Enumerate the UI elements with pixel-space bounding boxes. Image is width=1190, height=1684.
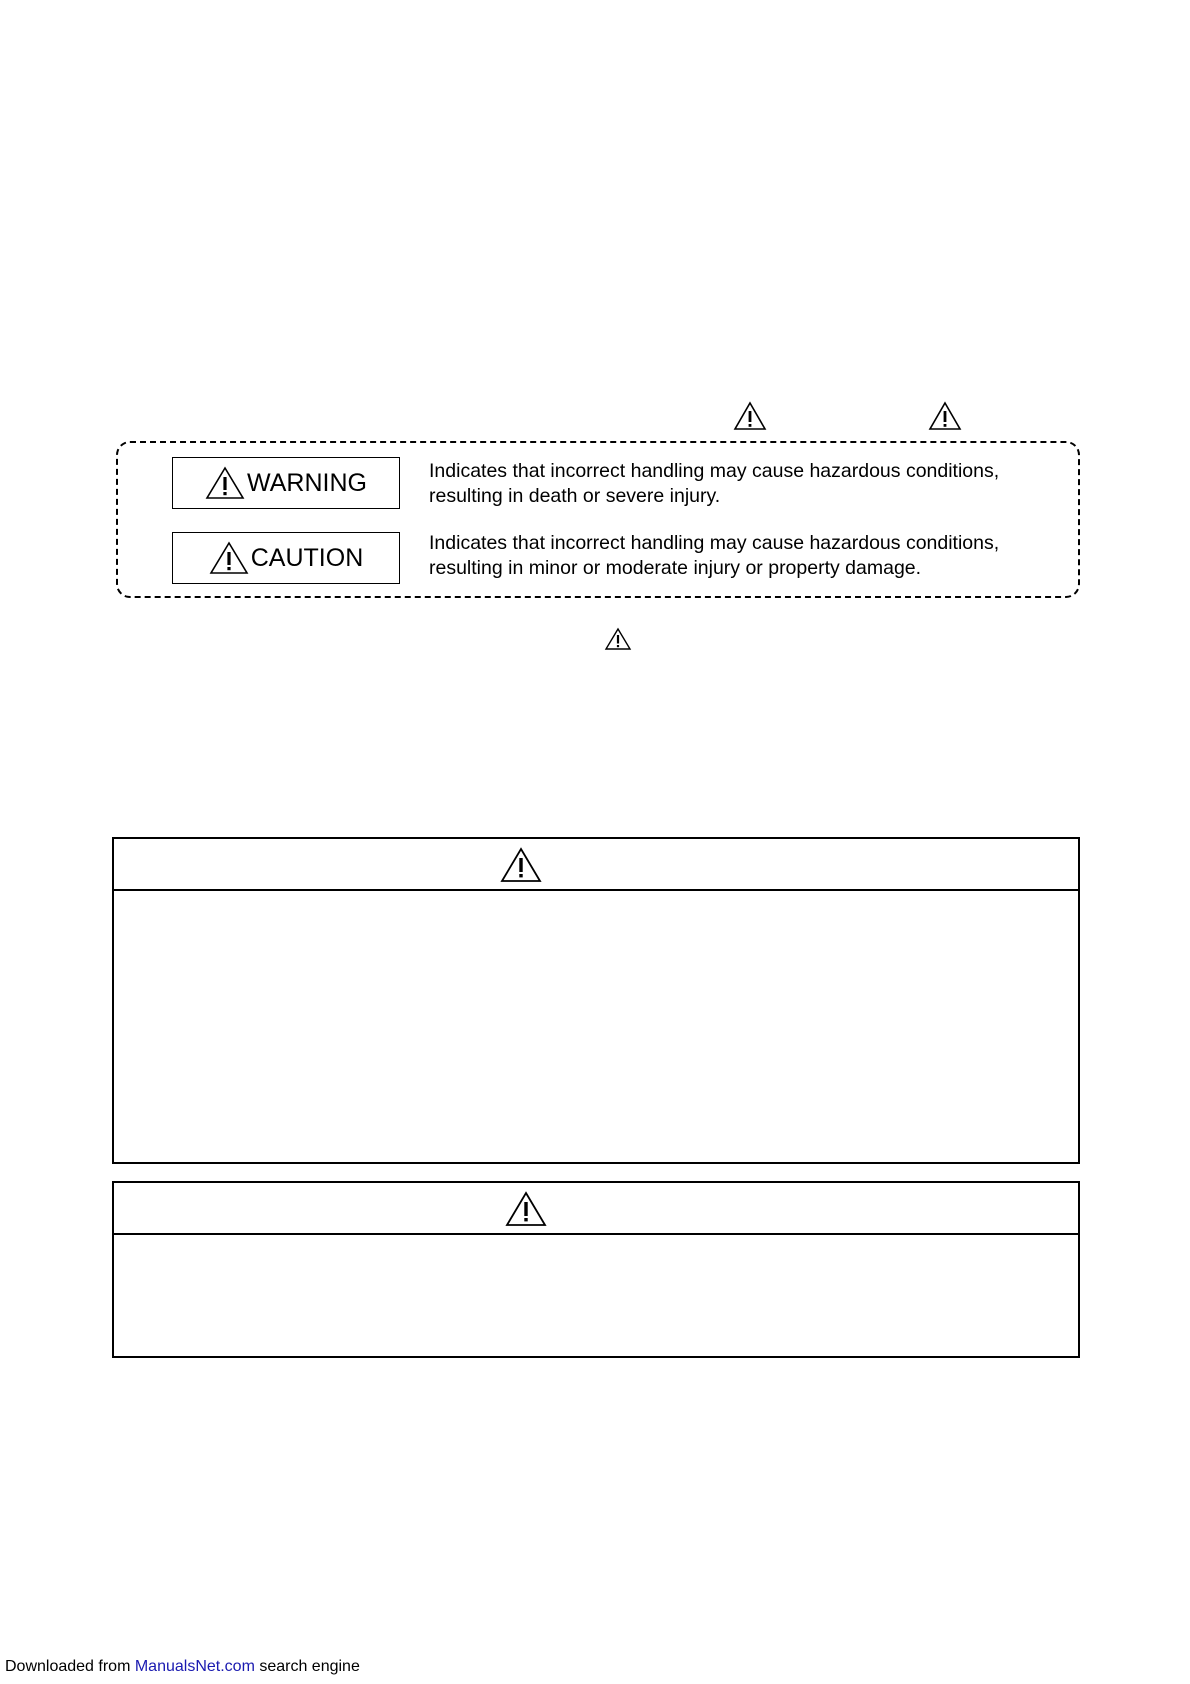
safety-box-header (114, 1183, 1078, 1235)
warning-description-line: Indicates that incorrect handling may cause hazardous conditions, (429, 460, 1000, 482)
footer-prefix: Downloaded from (5, 1658, 135, 1675)
safety-precautions-box (112, 1181, 1080, 1358)
caution-description-line: resulting in minor or moderate injury or property damage. (429, 557, 922, 579)
caution-description-line: Indicates that incorrect handling may cause hazardous conditions, (429, 532, 1000, 554)
warning-label-text: WARNING (247, 468, 367, 497)
download-footer (5, 1658, 360, 1676)
safety-box-header (114, 839, 1078, 891)
manualsnet-link[interactable]: ManualsNet.com (134, 1658, 255, 1675)
warning-triangle-icon (505, 1191, 547, 1227)
warning-triangle-icon (205, 466, 245, 500)
warning-description-line: resulting in death or severe injury. (429, 485, 721, 507)
warning-description (429, 459, 1069, 509)
caution-label (172, 532, 400, 584)
warning-triangle-icon (500, 847, 542, 883)
safety-precautions-box (112, 837, 1080, 1164)
footer-suffix: search engine (254, 1658, 360, 1675)
warning-triangle-icon (209, 541, 249, 575)
warning-triangle-icon (604, 627, 632, 651)
warning-triangle-icon (733, 401, 767, 431)
caution-label-text: CAUTION (250, 543, 364, 572)
warning-label (172, 457, 400, 509)
caution-description (429, 531, 1069, 581)
warning-triangle-icon (928, 401, 962, 431)
